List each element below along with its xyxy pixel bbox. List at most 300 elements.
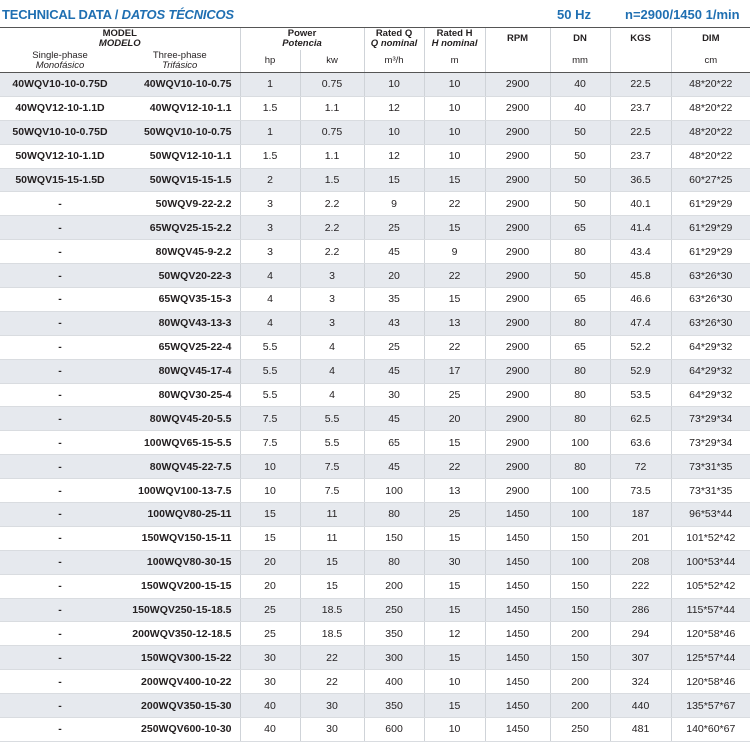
power-kw-cell: 4 (300, 383, 364, 407)
dim-cell: 63*26*30 (671, 264, 750, 288)
single-phase-label: Single-phase (32, 50, 88, 61)
dim-cell: 61*29*29 (671, 240, 750, 264)
three-phase-model-cell: 200WQV350-15-30 (120, 694, 240, 718)
table-row (0, 192, 750, 216)
three-phase-header (120, 50, 240, 73)
title-main: TECHNICAL DATA / (2, 7, 119, 22)
power-kw-cell: 3 (300, 264, 364, 288)
three-phase-model-cell: 50WQV20-22-3 (120, 264, 240, 288)
single-phase-model-cell: - (0, 718, 120, 742)
power-hp-cell: 1 (240, 120, 300, 144)
power-kw-cell: 30 (300, 694, 364, 718)
page-title (2, 7, 234, 22)
rated-h-cell: 13 (424, 311, 485, 335)
dn-cell: 65 (550, 335, 610, 359)
rated-q-cell: 80 (364, 503, 424, 527)
three-phase-model-cell: 100WQV100-13-7.5 (120, 479, 240, 503)
kgs-cell: 481 (610, 718, 671, 742)
rated-h-cell: 22 (424, 335, 485, 359)
three-phase-model-cell: 65WQV25-22-4 (120, 335, 240, 359)
rpm-cell: 1450 (485, 526, 550, 550)
kgs-cell: 187 (610, 503, 671, 527)
three-phase-model-cell: 50WQV12-10-1.1 (120, 144, 240, 168)
table-row (0, 455, 750, 479)
kgs-cell: 440 (610, 694, 671, 718)
dim-cell: 115*57*44 (671, 598, 750, 622)
rpm-cell: 1450 (485, 598, 550, 622)
single-phase-model-cell: 50WQV15-15-1.5D (0, 168, 120, 192)
rated-q-label-es: Q nominal (370, 38, 418, 49)
kgs-cell: 47.4 (610, 311, 671, 335)
rated-q-cell: 45 (364, 407, 424, 431)
single-phase-model-cell: - (0, 598, 120, 622)
power-hp-cell: 3 (240, 216, 300, 240)
dn-cell: 150 (550, 598, 610, 622)
h-unit: m (424, 50, 485, 73)
dim-cell: 100*53*44 (671, 550, 750, 574)
three-phase-model-cell: 200WQV400-10-22 (120, 670, 240, 694)
power-hp-cell: 2 (240, 168, 300, 192)
dn-cell: 200 (550, 622, 610, 646)
dim-cell: 64*29*32 (671, 335, 750, 359)
kgs-cell: 41.4 (610, 216, 671, 240)
power-hp-cell: 3 (240, 192, 300, 216)
rpm-cell: 1450 (485, 670, 550, 694)
rated-q-cell: 150 (364, 526, 424, 550)
dn-cell: 50 (550, 192, 610, 216)
three-phase-model-cell: 40WQV10-10-0.75 (120, 73, 240, 97)
rpm-cell: 2900 (485, 73, 550, 97)
power-kw-cell: 15 (300, 550, 364, 574)
q-unit: m³/h (364, 50, 424, 73)
table-row (0, 694, 750, 718)
kgs-cell: 222 (610, 574, 671, 598)
table-body (0, 73, 750, 742)
dn-header: DN (550, 28, 610, 51)
single-phase-model-cell: 40WQV10-10-0.75D (0, 73, 120, 97)
single-phase-model-cell: - (0, 550, 120, 574)
power-kw-cell: 11 (300, 503, 364, 527)
power-hp-cell: 5.5 (240, 359, 300, 383)
dim-cell: 105*52*42 (671, 574, 750, 598)
power-kw-cell: 15 (300, 574, 364, 598)
single-phase-model-cell: - (0, 670, 120, 694)
single-phase-model-cell: - (0, 574, 120, 598)
dn-cell: 40 (550, 73, 610, 97)
dim-header: DIM (671, 28, 750, 51)
rated-q-cell: 350 (364, 694, 424, 718)
rpm-cell: 2900 (485, 431, 550, 455)
dim-cell: 63*26*30 (671, 311, 750, 335)
rated-h-cell: 22 (424, 455, 485, 479)
rated-h-label-es: H nominal (431, 38, 478, 49)
power-hp-cell: 1.5 (240, 96, 300, 120)
rated-h-cell: 10 (424, 73, 485, 97)
rated-q-cell: 100 (364, 479, 424, 503)
rated-h-cell: 15 (424, 526, 485, 550)
power-hp-cell: 5.5 (240, 335, 300, 359)
kgs-cell: 201 (610, 526, 671, 550)
three-phase-model-cell: 50WQV15-15-1.5 (120, 168, 240, 192)
single-phase-model-cell: - (0, 311, 120, 335)
dim-cell: 120*58*46 (671, 670, 750, 694)
kgs-cell: 45.8 (610, 264, 671, 288)
kgs-cell: 72 (610, 455, 671, 479)
dim-cell: 48*20*22 (671, 96, 750, 120)
rated-q-cell: 400 (364, 670, 424, 694)
three-phase-model-cell: 80WQV45-17-4 (120, 359, 240, 383)
rated-h-cell: 17 (424, 359, 485, 383)
three-phase-model-cell: 100WQV65-15-5.5 (120, 431, 240, 455)
dim-cell: 73*29*34 (671, 431, 750, 455)
rated-h-cell: 15 (424, 168, 485, 192)
rated-q-cell: 250 (364, 598, 424, 622)
dn-cell: 80 (550, 311, 610, 335)
single-phase-model-cell: - (0, 455, 120, 479)
rated-q-header (364, 28, 424, 51)
three-phase-model-cell: 65WQV25-15-2.2 (120, 216, 240, 240)
three-phase-label: Three-phase (152, 50, 207, 61)
kgs-cell: 40.1 (610, 192, 671, 216)
single-phase-model-cell: - (0, 335, 120, 359)
single-phase-label-es: Monofásico (35, 60, 85, 71)
dn-cell: 50 (550, 264, 610, 288)
kgs-cell: 43.4 (610, 240, 671, 264)
power-hp-cell: 7.5 (240, 407, 300, 431)
rpm-header: RPM (485, 28, 550, 51)
rated-q-cell: 200 (364, 574, 424, 598)
power-hp-cell: 10 (240, 479, 300, 503)
rated-h-cell: 20 (424, 407, 485, 431)
rpm-cell: 2900 (485, 359, 550, 383)
kgs-cell: 23.7 (610, 96, 671, 120)
dim-cell: 73*31*35 (671, 455, 750, 479)
power-hp-cell: 20 (240, 574, 300, 598)
rpm-cell: 2900 (485, 192, 550, 216)
single-phase-model-cell: 50WQV10-10-0.75D (0, 120, 120, 144)
single-phase-model-cell: - (0, 622, 120, 646)
dn-cell: 50 (550, 168, 610, 192)
kgs-cell: 63.6 (610, 431, 671, 455)
rated-q-cell: 300 (364, 646, 424, 670)
dn-cell: 65 (550, 216, 610, 240)
power-kw-cell: 2.2 (300, 216, 364, 240)
dn-cell: 80 (550, 455, 610, 479)
power-hp-cell: 4 (240, 288, 300, 312)
three-phase-model-cell: 80WQV45-20-5.5 (120, 407, 240, 431)
table-row (0, 96, 750, 120)
kgs-cell: 22.5 (610, 120, 671, 144)
rated-h-cell: 22 (424, 264, 485, 288)
rated-h-cell: 15 (424, 694, 485, 718)
rated-h-cell: 15 (424, 598, 485, 622)
rated-h-cell: 15 (424, 216, 485, 240)
table-row (0, 622, 750, 646)
power-kw-cell: 5.5 (300, 431, 364, 455)
power-kw-cell: 1.1 (300, 144, 364, 168)
rpm-cell: 2900 (485, 383, 550, 407)
three-phase-model-cell: 150WQV250-15-18.5 (120, 598, 240, 622)
power-hp-cell: 4 (240, 264, 300, 288)
rpm-cell: 2900 (485, 168, 550, 192)
dn-cell: 80 (550, 240, 610, 264)
kgs-cell: 22.5 (610, 73, 671, 97)
rated-q-cell: 350 (364, 622, 424, 646)
kgs-cell: 62.5 (610, 407, 671, 431)
dn-cell: 200 (550, 694, 610, 718)
rated-q-cell: 65 (364, 431, 424, 455)
rated-h-cell: 30 (424, 550, 485, 574)
single-phase-model-cell: - (0, 383, 120, 407)
rated-h-cell: 10 (424, 670, 485, 694)
three-phase-model-cell: 80WQV43-13-3 (120, 311, 240, 335)
rated-h-cell: 10 (424, 144, 485, 168)
dim-cell: 96*53*44 (671, 503, 750, 527)
dn-cell: 250 (550, 718, 610, 742)
rated-q-cell: 25 (364, 335, 424, 359)
power-hp-cell: 4 (240, 311, 300, 335)
dim-cell: 48*20*22 (671, 144, 750, 168)
power-kw-cell: 22 (300, 670, 364, 694)
rated-h-cell: 15 (424, 646, 485, 670)
dn-cell: 150 (550, 526, 610, 550)
rated-q-cell: 30 (364, 383, 424, 407)
rated-h-cell: 15 (424, 288, 485, 312)
power-kw-cell: 7.5 (300, 479, 364, 503)
power-kw-cell: 30 (300, 718, 364, 742)
rpm-cell: 2900 (485, 288, 550, 312)
dim-cell: 61*29*29 (671, 216, 750, 240)
power-hp-cell: 1.5 (240, 144, 300, 168)
power-label: Power (287, 28, 317, 39)
rated-q-cell: 20 (364, 264, 424, 288)
three-phase-model-cell: 50WQV9-22-2.2 (120, 192, 240, 216)
single-phase-model-cell: - (0, 407, 120, 431)
rated-h-cell: 9 (424, 240, 485, 264)
rpm-cell: 2900 (485, 264, 550, 288)
dim-cell: 64*29*32 (671, 383, 750, 407)
rated-h-cell: 15 (424, 574, 485, 598)
power-label-es: Potencia (282, 38, 322, 49)
single-phase-model-cell: 50WQV12-10-1.1D (0, 144, 120, 168)
rpm-cell: 2900 (485, 479, 550, 503)
power-hp-cell: 30 (240, 646, 300, 670)
dim-cell: 135*57*67 (671, 694, 750, 718)
kw-unit: kw (300, 50, 364, 73)
kgs-cell: 52.2 (610, 335, 671, 359)
kgs-unit (610, 50, 671, 73)
three-phase-model-cell: 150WQV200-15-15 (120, 574, 240, 598)
rated-q-cell: 45 (364, 359, 424, 383)
technical-data-table (0, 27, 750, 742)
rated-h-cell: 10 (424, 120, 485, 144)
dn-cell: 80 (550, 359, 610, 383)
dn-cell: 200 (550, 670, 610, 694)
power-hp-cell: 30 (240, 670, 300, 694)
single-phase-model-cell: 40WQV12-10-1.1D (0, 96, 120, 120)
power-kw-cell: 4 (300, 359, 364, 383)
dn-cell: 80 (550, 407, 610, 431)
rated-q-cell: 80 (364, 550, 424, 574)
rpm-cell: 2900 (485, 240, 550, 264)
speed-label: n=2900/1450 1/min (625, 7, 740, 22)
power-kw-cell: 1.1 (300, 96, 364, 120)
rated-q-cell: 12 (364, 96, 424, 120)
dn-cell: 100 (550, 550, 610, 574)
power-hp-cell: 5.5 (240, 383, 300, 407)
dn-cell: 100 (550, 431, 610, 455)
power-kw-cell: 1.5 (300, 168, 364, 192)
rated-h-cell: 25 (424, 383, 485, 407)
title-sub: DATOS TÉCNICOS (121, 7, 234, 22)
single-phase-model-cell: - (0, 216, 120, 240)
table-row (0, 144, 750, 168)
power-hp-cell: 40 (240, 694, 300, 718)
dn-cell: 65 (550, 288, 610, 312)
table-row (0, 168, 750, 192)
rated-q-cell: 43 (364, 311, 424, 335)
rpm-cell: 2900 (485, 335, 550, 359)
kgs-cell: 52.9 (610, 359, 671, 383)
kgs-cell: 294 (610, 622, 671, 646)
table-row (0, 383, 750, 407)
dn-cell: 50 (550, 120, 610, 144)
rpm-cell: 2900 (485, 144, 550, 168)
rated-q-cell: 25 (364, 216, 424, 240)
table-row (0, 288, 750, 312)
rpm-cell: 2900 (485, 455, 550, 479)
power-hp-cell: 40 (240, 718, 300, 742)
power-hp-cell: 20 (240, 550, 300, 574)
rpm-cell: 2900 (485, 407, 550, 431)
rated-h-header (424, 28, 485, 51)
power-kw-cell: 7.5 (300, 455, 364, 479)
single-phase-model-cell: - (0, 694, 120, 718)
kgs-cell: 286 (610, 598, 671, 622)
rated-q-cell: 9 (364, 192, 424, 216)
table-row (0, 311, 750, 335)
single-phase-model-cell: - (0, 526, 120, 550)
rpm-cell: 1450 (485, 550, 550, 574)
dim-cell: 140*60*67 (671, 718, 750, 742)
power-hp-cell: 25 (240, 598, 300, 622)
table-header (0, 28, 750, 73)
rpm-cell: 2900 (485, 120, 550, 144)
dn-cell: 50 (550, 144, 610, 168)
table-row (0, 718, 750, 742)
rated-h-cell: 12 (424, 622, 485, 646)
three-phase-model-cell: 100WQV80-30-15 (120, 550, 240, 574)
dim-cell: 63*26*30 (671, 288, 750, 312)
rated-h-cell: 10 (424, 718, 485, 742)
power-kw-cell: 18.5 (300, 622, 364, 646)
model-label: MODEL (102, 28, 137, 39)
rated-h-cell: 25 (424, 503, 485, 527)
power-kw-cell: 18.5 (300, 598, 364, 622)
kgs-cell: 208 (610, 550, 671, 574)
dn-cell: 100 (550, 479, 610, 503)
rpm-cell: 2900 (485, 311, 550, 335)
power-hp-cell: 25 (240, 622, 300, 646)
rpm-cell: 1450 (485, 574, 550, 598)
power-header (240, 28, 364, 51)
three-phase-model-cell: 150WQV150-15-11 (120, 526, 240, 550)
rated-q-cell: 10 (364, 73, 424, 97)
table-row (0, 431, 750, 455)
power-kw-cell: 4 (300, 335, 364, 359)
kgs-cell: 53.5 (610, 383, 671, 407)
dn-cell: 150 (550, 574, 610, 598)
dim-cell: 60*27*25 (671, 168, 750, 192)
frequency-label: 50 Hz (557, 7, 591, 22)
title-bar (0, 0, 750, 26)
rpm-cell: 2900 (485, 216, 550, 240)
dim-cell: 64*29*32 (671, 359, 750, 383)
rated-h-cell: 22 (424, 192, 485, 216)
dim-unit: cm (671, 50, 750, 73)
three-phase-model-cell: 80WQV45-22-7.5 (120, 455, 240, 479)
model-label-es: MODELO (98, 38, 141, 49)
single-phase-model-cell: - (0, 503, 120, 527)
table-row (0, 120, 750, 144)
dn-cell: 100 (550, 503, 610, 527)
dim-cell: 61*29*29 (671, 192, 750, 216)
kgs-cell: 307 (610, 646, 671, 670)
rated-q-cell: 35 (364, 288, 424, 312)
dim-cell: 101*52*42 (671, 526, 750, 550)
three-phase-model-cell: 150WQV300-15-22 (120, 646, 240, 670)
rated-q-cell: 600 (364, 718, 424, 742)
dim-cell: 48*20*22 (671, 73, 750, 97)
three-phase-model-cell: 80WQV45-9-2.2 (120, 240, 240, 264)
table-row (0, 359, 750, 383)
rated-q-cell: 10 (364, 120, 424, 144)
table-row (0, 73, 750, 97)
single-phase-model-cell: - (0, 264, 120, 288)
three-phase-model-cell: 80WQV30-25-4 (120, 383, 240, 407)
kgs-cell: 23.7 (610, 144, 671, 168)
model-header (0, 28, 240, 51)
power-hp-cell: 1 (240, 73, 300, 97)
rated-h-label: Rated H (436, 28, 473, 39)
single-phase-model-cell: - (0, 359, 120, 383)
single-phase-header (0, 50, 120, 73)
dim-cell: 73*29*34 (671, 407, 750, 431)
rpm-cell: 2900 (485, 96, 550, 120)
dim-cell: 120*58*46 (671, 622, 750, 646)
power-kw-cell: 2.2 (300, 240, 364, 264)
rpm-cell: 1450 (485, 622, 550, 646)
three-phase-label-es: Trifásico (162, 60, 198, 71)
table-row (0, 407, 750, 431)
rated-q-cell: 15 (364, 168, 424, 192)
kgs-cell: 36.5 (610, 168, 671, 192)
single-phase-model-cell: - (0, 288, 120, 312)
three-phase-model-cell: 65WQV35-15-3 (120, 288, 240, 312)
table-row (0, 479, 750, 503)
rpm-unit (485, 50, 550, 73)
rated-h-cell: 10 (424, 96, 485, 120)
rated-h-cell: 15 (424, 431, 485, 455)
single-phase-model-cell: - (0, 646, 120, 670)
table-row (0, 503, 750, 527)
table-row (0, 526, 750, 550)
table-row (0, 240, 750, 264)
table-row (0, 264, 750, 288)
power-hp-cell: 7.5 (240, 431, 300, 455)
single-phase-model-cell: - (0, 240, 120, 264)
rated-q-cell: 45 (364, 240, 424, 264)
